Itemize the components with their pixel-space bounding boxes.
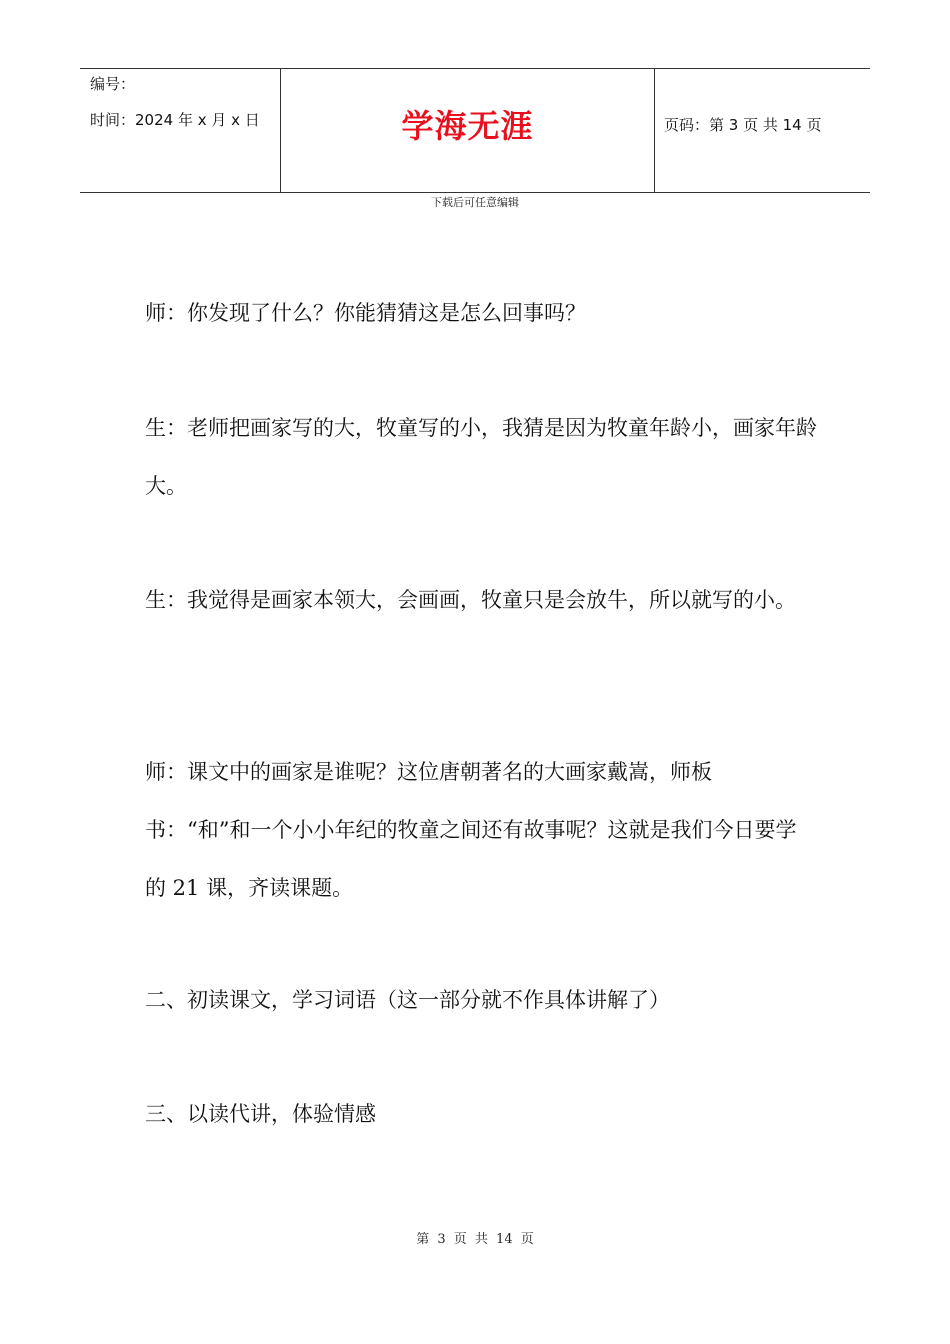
paragraph: 生：老师把画家写的大，牧童写的小，我猜是因为牧童年龄小，画家年龄大。 [145, 416, 817, 498]
page-footer: 第 3 页 共 14 页 [416, 1232, 534, 1247]
edit-note: 下载后可任意编辑 [431, 196, 519, 209]
header-page-cell [655, 69, 870, 192]
paragraph: 师：你发现了什么？你能猜猜这是怎么回事吗？ [145, 301, 586, 325]
paragraph: 三、以读代讲，体验情感 [145, 1102, 376, 1126]
header-title-cell [281, 69, 655, 192]
header-meta-cell [80, 69, 281, 192]
paragraph: 二、初读课文，学习词语（这一部分就不作具体讲解了） [145, 988, 670, 1012]
page-code-label: 页码：第 3 页 共 14 页 [664, 116, 822, 134]
document-header [80, 68, 870, 193]
date-label: 时间：2024 年 x 月 x 日 [90, 111, 260, 129]
brand-title: 学海无涯 [401, 107, 534, 145]
serial-number-label: 编号： [90, 75, 136, 93]
paragraph: 生：我觉得是画家本领大，会画画，牧童只是会放牛，所以就写的小。 [145, 588, 796, 612]
paragraph: 师：课文中的画家是谁呢？这位唐朝著名的大画家戴嵩，师板书：“和”和一个小小年纪的牧童之间还有故事呢？这就是我们今日要学的 21 课，齐读课题。 [145, 760, 797, 900]
